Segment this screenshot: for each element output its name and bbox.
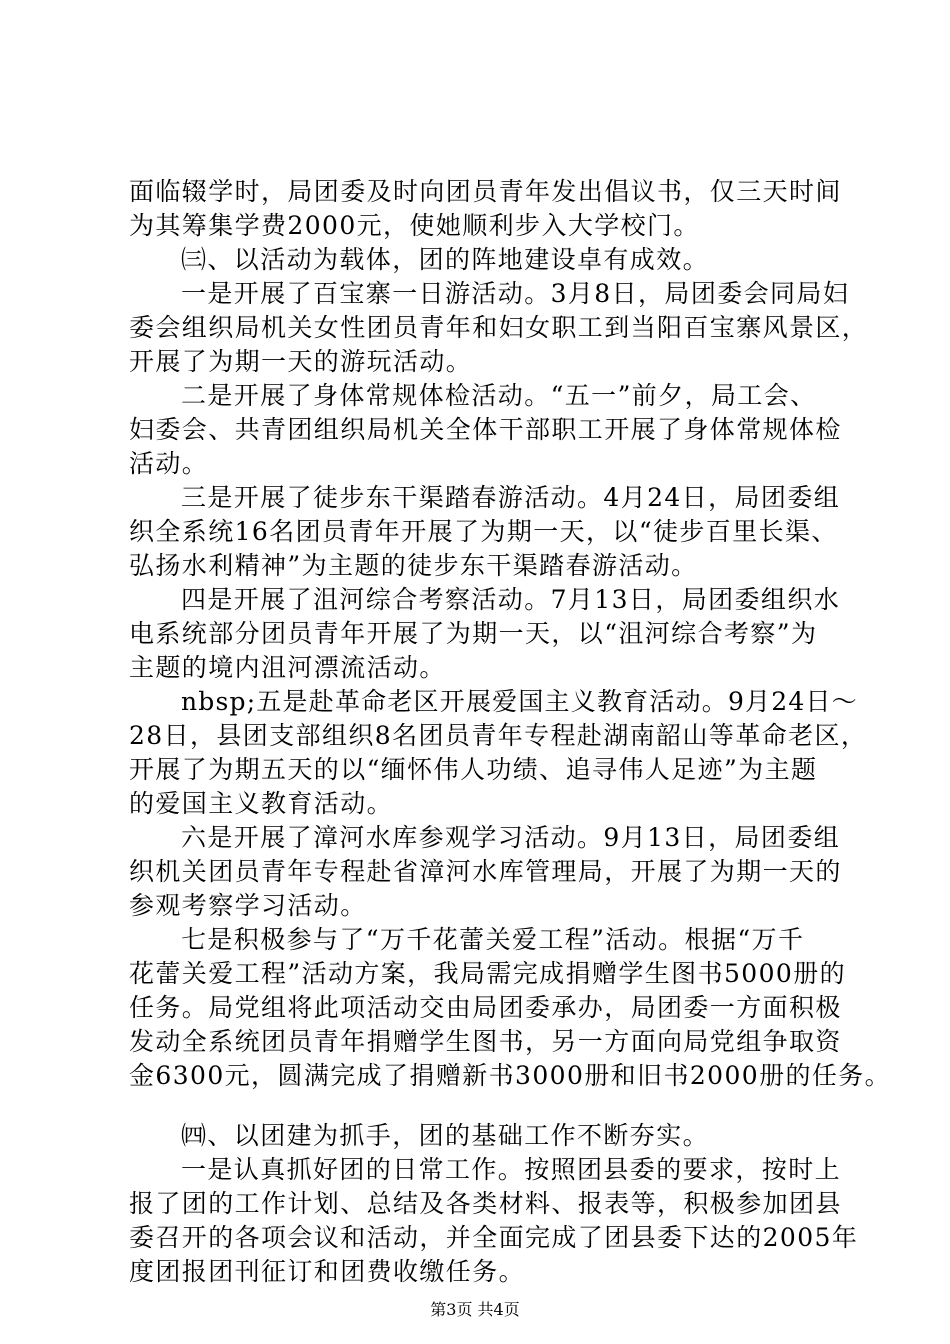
- paragraph-line: 主题的境内沮河漂流活动。: [129, 653, 446, 682]
- paragraph-line: 面临辍学时，局团委及时向团员青年发出倡议书，仅三天时间: [129, 177, 842, 206]
- paragraph-line: 开展了为期一天的游玩活动。: [129, 347, 473, 376]
- paragraph-line: 妇委会、共青团组织局机关全体干部职工开展了身体常规体检: [129, 415, 842, 444]
- paragraph-line: 金6300元，圆满完成了捐赠新书3000册和旧书2000册的任务。: [129, 1061, 892, 1090]
- paragraph-line: 28日，县团支部组织8名团员青年专程赴湖南韶山等革命老区，: [129, 721, 868, 750]
- paragraph-line: 织全系统16名团员青年开展了为期一天，以“徒步百里长渠、: [129, 517, 838, 546]
- paragraph-line: 为其筹集学费2000元，使她顺利步入大学校门。: [129, 211, 700, 240]
- paragraph-line: 六是开展了漳河水库参观学习活动。9月13日，局团委组: [181, 823, 841, 852]
- paragraph-line: 三是开展了徒步东干渠踏春游活动。4月24日，局团委组: [181, 483, 841, 512]
- paragraph-line: 一是开展了百宝寨一日游活动。3月8日，局团委会同局妇: [181, 279, 850, 308]
- paragraph-line: 委召开的各项会议和活动，并全面完成了团县委下达的2005年: [129, 1223, 859, 1252]
- paragraph-line: 弘扬水利精神”为主题的徒步东干渠踏春游活动。: [129, 551, 698, 580]
- paragraph-line: 一是认真抓好团的日常工作。按照团县委的要求，按时上: [181, 1155, 842, 1184]
- paragraph-line: 电系统部分团员青年开展了为期一天，以“沮河综合考察”为: [129, 619, 818, 648]
- paragraph-line: 的爱国主义教育活动。: [129, 789, 394, 818]
- section-heading: ㈣、以团建为抓手，团的基础工作不断夯实。: [181, 1121, 710, 1150]
- paragraph-line: 报了团的工作计划、总结及各类材料、报表等，积极参加团县: [129, 1189, 842, 1218]
- paragraph-line: 参观考察学习活动。: [129, 891, 367, 920]
- paragraph-line: 度团报团刊征订和团费收缴任务。: [129, 1257, 526, 1286]
- section-heading: ㈢、以活动为载体，团的阵地建设卓有成效。: [181, 245, 710, 274]
- paragraph-line: 二是开展了身体常规体检活动。“五一”前夕，局工会、: [181, 381, 817, 410]
- paragraph-line: 花蕾关爱工程”活动方案，我局需完成捐赠学生图书5000册的: [129, 959, 847, 988]
- paragraph-line: 四是开展了沮河综合考察活动。7月13日，局团委组织水: [181, 585, 841, 614]
- paragraph-line: 活动。: [129, 449, 209, 478]
- paragraph-line: 开展了为期五天的以“缅怀伟人功绩、追寻伟人足迹”为主题: [129, 755, 818, 784]
- page-footer: 第3页 共4页: [430, 1300, 520, 1319]
- paragraph-line: 任务。局党组将此项活动交由局团委承办，局团委一方面积极: [129, 993, 842, 1022]
- paragraph-line: 七是积极参与了“万千花蕾关爱工程”活动。根据“万千: [181, 925, 805, 954]
- paragraph-line: 织机关团员青年专程赴省漳河水库管理局，开展了为期一天的: [129, 857, 842, 886]
- paragraph-line: 发动全系统团员青年捐赠学生图书，另一方面向局党组争取资: [129, 1027, 842, 1056]
- paragraph-line: 委会组织局机关女性团员青年和妇女职工到当阳百宝寨风景区，: [129, 313, 869, 342]
- paragraph-line: nbsp;五是赴革命老区开展爱国主义教育活动。9月24日～: [181, 687, 858, 716]
